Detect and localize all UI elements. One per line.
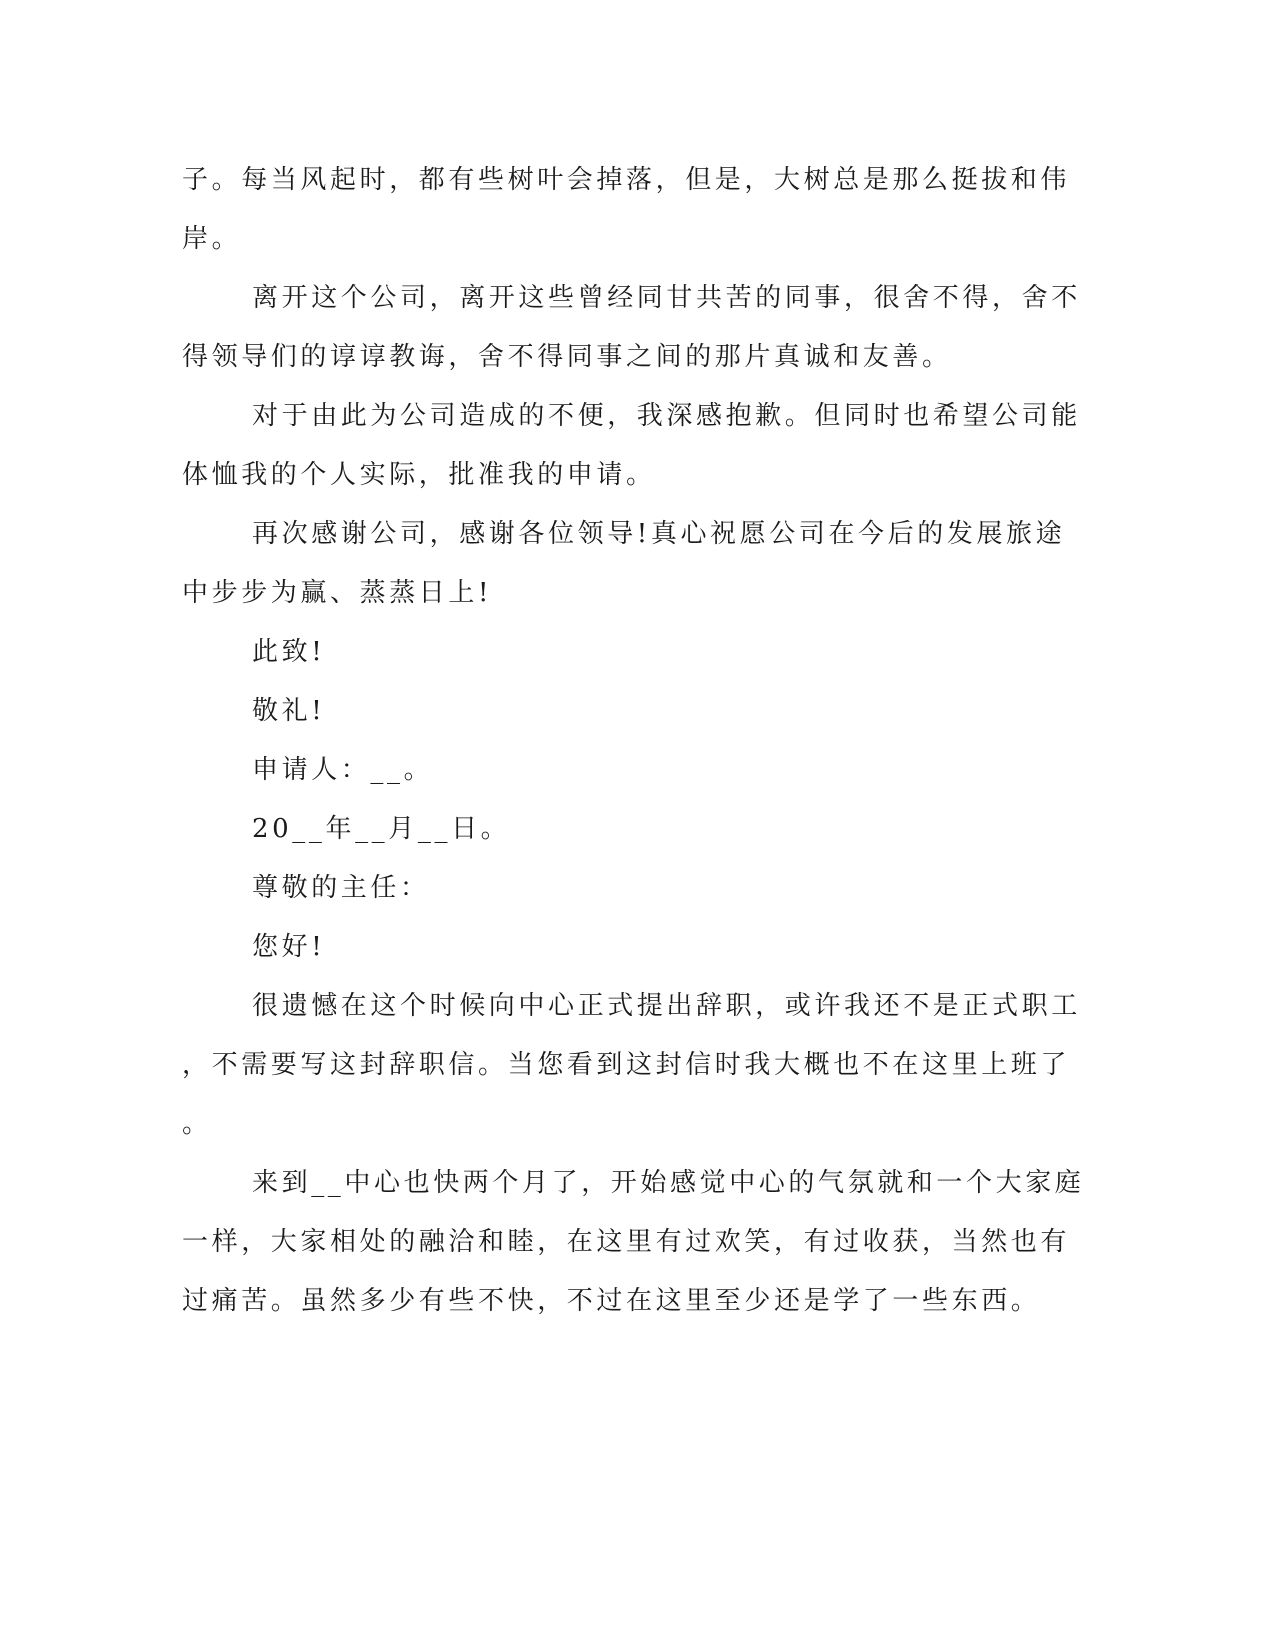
letter-hello: 您好! bbox=[252, 932, 326, 962]
text-line: 过痛苦。虽然多少有些不快，不过在这里至少还是学了一些东西。 bbox=[182, 1286, 1041, 1316]
closing-regards: 敬礼! bbox=[252, 696, 326, 726]
paragraph-first-line: 来到__中心也快两个月了，开始感觉中心的气氛就和一个大家庭 bbox=[252, 1168, 1085, 1198]
text-line: 体恤我的个人实际，批准我的申请。 bbox=[182, 460, 656, 490]
paragraph-first-line: 再次感谢公司，感谢各位领导!真心祝愿公司在今后的发展旅途 bbox=[252, 519, 1066, 549]
date-line: 20__年__月__日。 bbox=[252, 814, 511, 844]
letter-greeting: 尊敬的主任： bbox=[252, 873, 430, 903]
paragraph-first-line: 对于由此为公司造成的不便，我深感抱歉。但同时也希望公司能 bbox=[252, 401, 1081, 431]
text-line: 。 bbox=[182, 1109, 212, 1139]
text-line: ，不需要写这封辞职信。当您看到这封信时我大概也不在这里上班了 bbox=[182, 1050, 1071, 1080]
paragraph-first-line: 离开这个公司，离开这些曾经同甘共苦的同事，很舍不得，舍不 bbox=[252, 283, 1081, 313]
text-line: 子。每当风起时，都有些树叶会掉落，但是，大树总是那么挺拔和伟 bbox=[182, 165, 1071, 195]
text-line: 岸。 bbox=[182, 224, 242, 254]
paragraph-first-line: 很遗憾在这个时候向中心正式提出辞职，或许我还不是正式职工 bbox=[252, 991, 1081, 1021]
text-line: 得领导们的谆谆教诲，舍不得同事之间的那片真诚和友善。 bbox=[182, 342, 952, 372]
text-line: 一样，大家相处的融洽和睦，在这里有过欢笑，有过收获，当然也有 bbox=[182, 1227, 1071, 1257]
closing-salutation: 此致! bbox=[252, 637, 326, 667]
text-line: 中步步为赢、蒸蒸日上! bbox=[182, 578, 493, 608]
applicant-line: 申请人：__。 bbox=[252, 755, 434, 785]
